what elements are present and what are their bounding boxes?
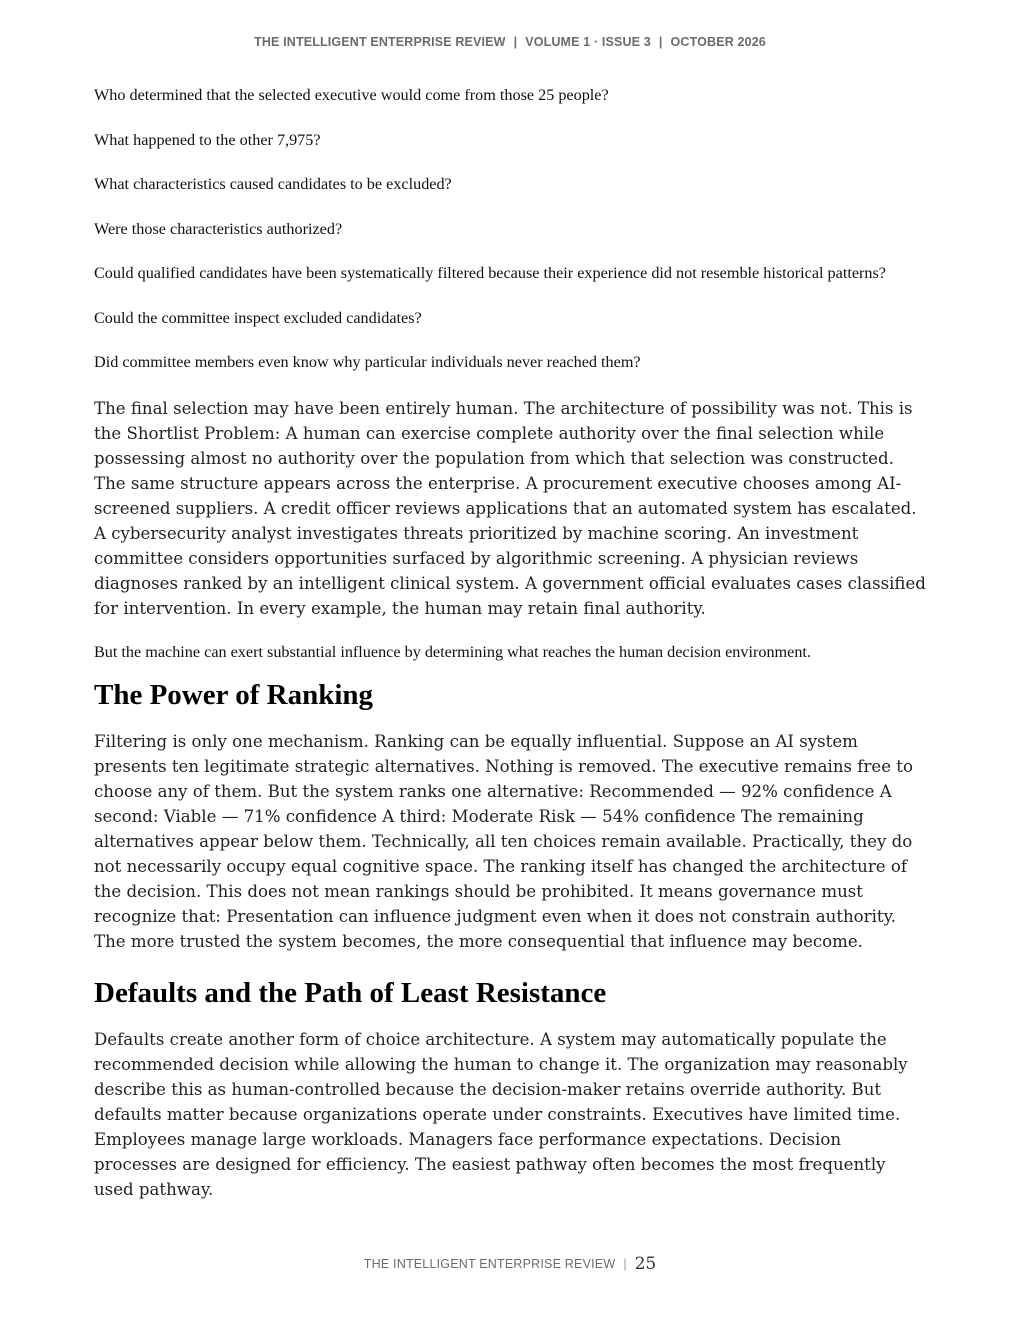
defaults-paragraph: Defaults create another form of choice architecture. A system may automatically populate the recommended decision while allowing the human to change it. The organization may reasonably describe this as human-controlled because the decision-maker retains override authority. But defaults matter because organizations operate under constraints. Executives have limited time. Employees manage large workloads. Managers face performance expectations. Decision processes are designed for efficiency. The easiest pathway often becomes the most frequently used pathway.	[94, 1029, 908, 1199]
running-footer	[0, 1254, 1020, 1274]
question-line: Could the committee inspect excluded candidates?	[94, 308, 422, 327]
header-separator: |	[658, 35, 663, 49]
question-line: What characteristics caused candidates to be excluded?	[94, 175, 452, 193]
article-body	[94, 84, 928, 1202]
header-issue: VOLUME 1 · ISSUE 3	[525, 35, 651, 49]
header-publication: THE INTELLIGENT ENTERPRISE REVIEW	[254, 35, 506, 49]
question-line: Could qualified candidates have been systematically filtered because their experience did not resemble historical patterns?	[94, 264, 886, 282]
section-heading-defaults: Defaults and the Path of Least Resistance	[94, 976, 607, 1009]
shortlist-problem-paragraph: The final selection may have been entirely human. The architecture of possibility was not. This is the Shortlist Problem: A human can exercise complete authority over the final selection while possessing almost no authority over the population from which that selection was constructed. The same structure appears across the enterprise. A procurement executive chooses among AI-screened suppliers. A credit officer reviews applications that an automated system has escalated. A cybersecurity analyst investigates threats prioritized by machine scoring. An investment committee considers opportunities surfaced by algorithmic screening. A physician reviews diagnoses ranked by an intelligent clinical system. A government official evaluates cases classified for intervention. In every example, the human may retain final authority.	[94, 398, 926, 618]
footer-publication: THE INTELLIGENT ENTERPRISE REVIEW	[363, 1257, 616, 1271]
running-header	[0, 35, 1020, 49]
question-line: What happened to the other 7,975?	[94, 130, 321, 149]
section-heading-ranking: The Power of Ranking	[94, 678, 374, 711]
footer-separator: |	[623, 1257, 627, 1271]
question-line: Were those characteristics authorized?	[94, 219, 343, 238]
header-date: OCTOBER 2026	[670, 35, 766, 49]
question-line: Did committee members even know why particular individuals never reached them?	[94, 353, 641, 371]
page-number: 25	[634, 1254, 657, 1274]
question-line: Who determined that the selected executive would come from those 25 people?	[94, 86, 609, 104]
influence-line: But the machine can exert substantial influence by determining what reaches the human decision environment.	[94, 642, 811, 661]
ranking-paragraph: Filtering is only one mechanism. Ranking can be equally influential. Suppose an AI system presents ten legitimate strategic alternatives. Nothing is removed. The executive remains free to choose any of them. But the system ranks one alternative: Recommended — 92% confidence A second: Viable — 71% confidence A third: Moderate Risk — 54% confidence The remaining alternatives appear below them. Technically, all ten choices remain available. Practically, they do not necessarily occupy equal cognitive space. The ranking itself has changed the architecture of the decision. This does not mean rankings should be prohibited. It means governance must recognize that: Presentation can influence judgment even when it does not constrain authority. The more trusted the system becomes, the more consequential that influence may become.	[94, 731, 913, 951]
header-separator: |	[513, 35, 518, 49]
